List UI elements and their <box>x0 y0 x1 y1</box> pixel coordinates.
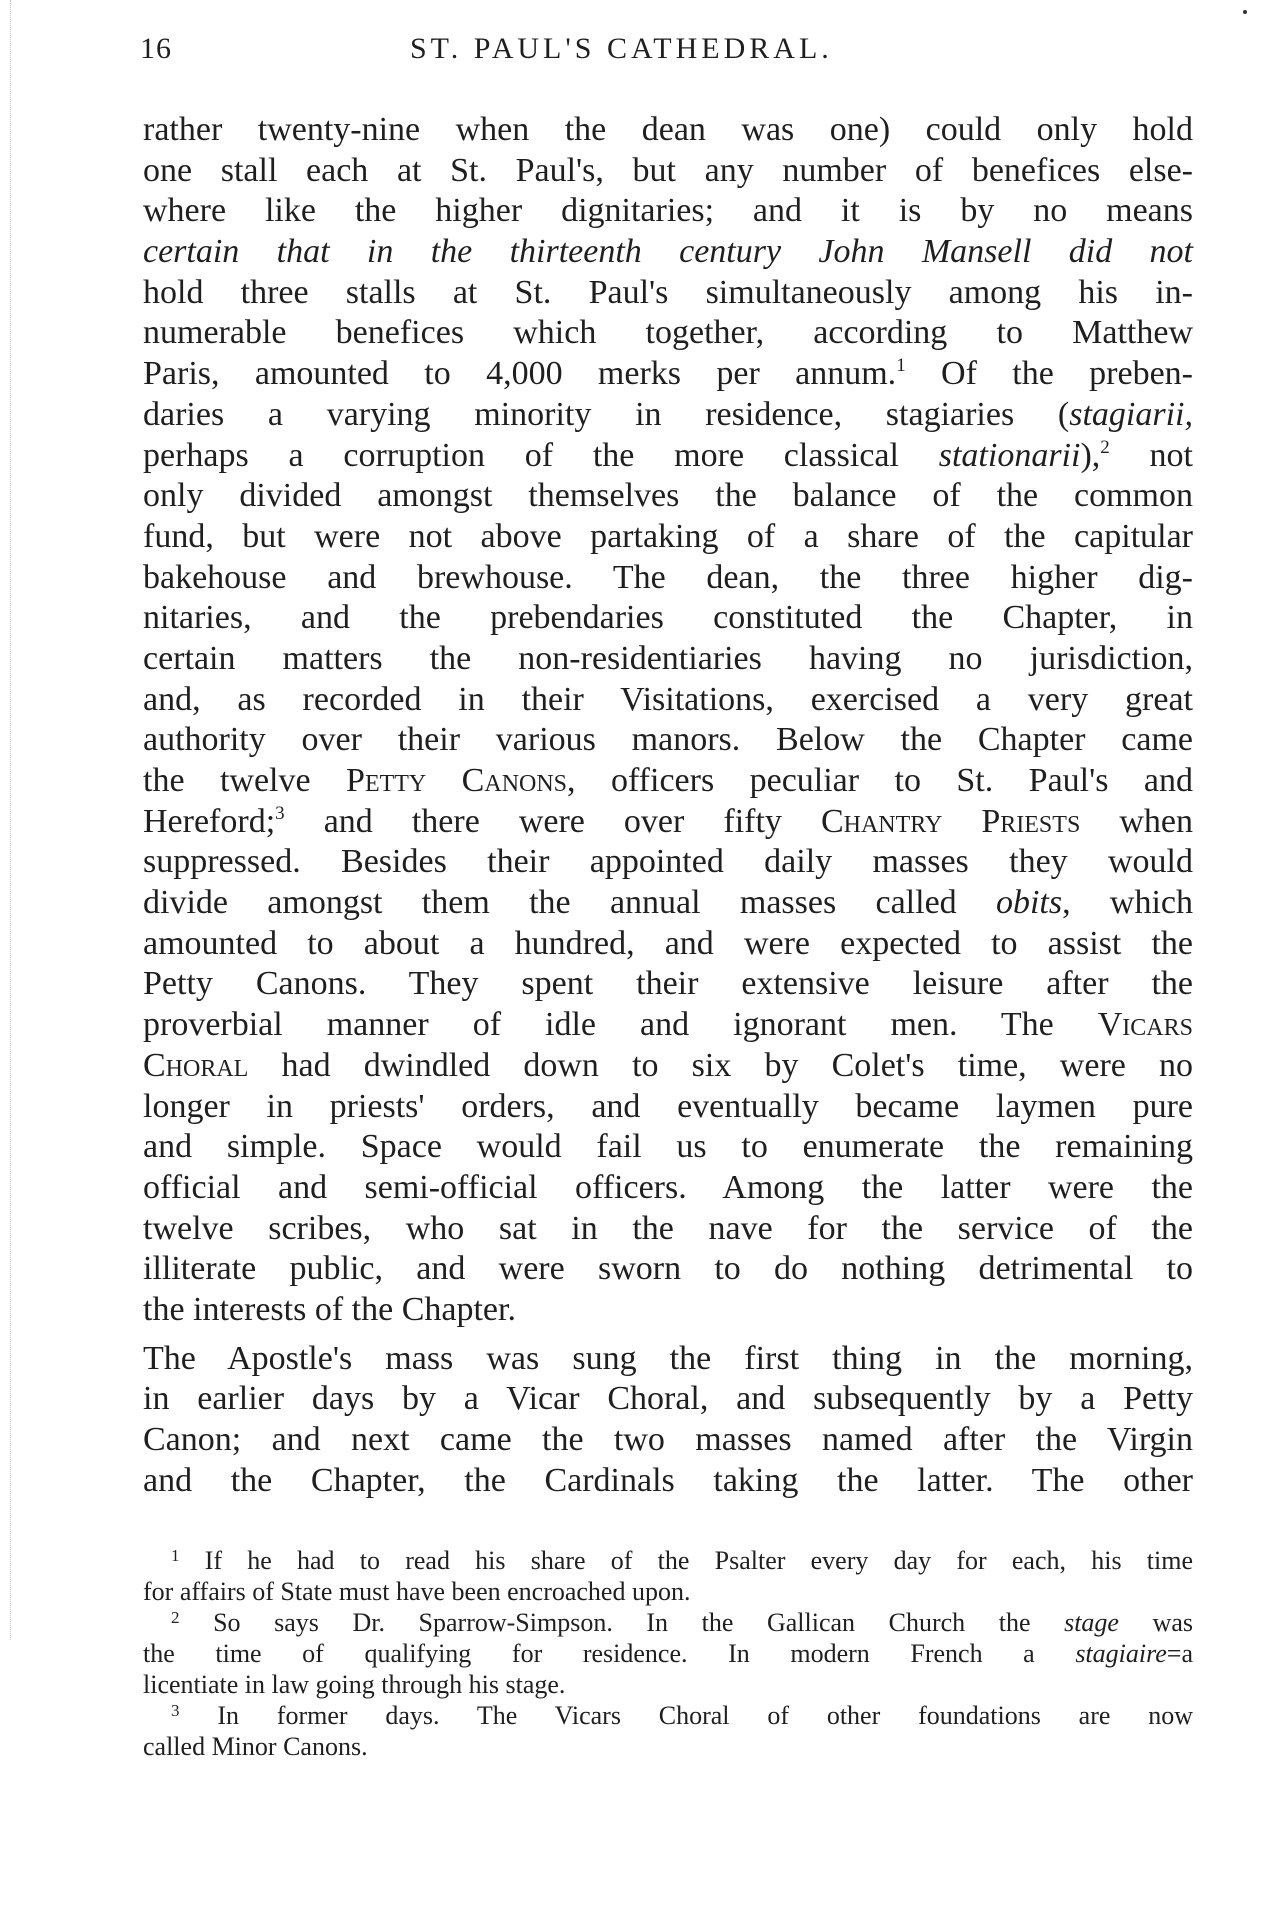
text-line: one stall each at St. Paul's, but any number of benefices else- <box>143 151 1193 189</box>
text-line <box>143 436 1193 477</box>
text-line <box>143 354 1193 395</box>
italic-run: obits <box>995 884 1063 922</box>
text-line: and simple. Space would fail us to enumerate the remaining <box>143 1128 1193 1166</box>
text-run: divide amongst them the annual masses called <box>143 884 996 922</box>
text-line <box>143 761 1193 802</box>
paragraph-gap <box>143 1331 1193 1339</box>
text-run: the twelve <box>143 762 347 799</box>
text-line <box>143 232 1193 273</box>
text-run: proverbial manner of idle and ignorant men. The <box>143 1006 1098 1044</box>
ink-speck <box>1243 10 1247 14</box>
footnotes <box>143 1545 1193 1762</box>
footnote-ref: 2 <box>1100 436 1110 458</box>
text-line <box>143 395 1193 436</box>
text-line: nitaries, and the prebendaries constituted the Chapter, in <box>143 599 1193 637</box>
text-run: was <box>1118 1608 1193 1637</box>
text-run: If he had to read his share of the Psalter every day for each, his time <box>204 1546 1193 1575</box>
text-line <box>143 883 1193 924</box>
text-line: hold three stalls at St. Paul's simultaneously among his in- <box>143 273 1193 311</box>
text-run: Paris, amounted to 4,000 merks per annum. <box>143 355 897 393</box>
italic-run: stagiarii, <box>1069 395 1193 433</box>
text-line: certain matters the non-residentiaries having no jurisdiction, <box>143 639 1193 677</box>
text-run: not <box>1109 436 1193 474</box>
text-line: Canon; and next came the two masses named after the Virgin <box>143 1421 1193 1458</box>
running-title: ST. PAUL'S CATHEDRAL. <box>410 32 833 65</box>
text-line: longer in priests' orders, and eventually became laymen pure <box>143 1087 1193 1125</box>
text-line: Petty Canons. They spent their extensive leisure after the <box>143 965 1193 1003</box>
text-run: Of the preben- <box>905 355 1193 393</box>
text-run: =a <box>1166 1639 1193 1668</box>
text-line: suppressed. Besides their appointed daily masses they would <box>143 843 1193 881</box>
footnote-2-cont <box>143 1638 1193 1669</box>
text-line: where like the higher dignitaries; and it is by no means <box>143 192 1193 230</box>
text-line: and the Chapter, the Cardinals taking the latter. The other <box>143 1461 1193 1499</box>
text-run: In former days. The Vicars Choral of other foundations are now <box>217 1701 1193 1730</box>
italic-run: stagiaire <box>1075 1639 1167 1668</box>
text-line: amounted to about a hundred, and were expected to assist the <box>143 924 1193 962</box>
text-line <box>143 1005 1193 1046</box>
text-run: So says Dr. Sparrow-Simpson. In the Gallican Church the <box>213 1608 1065 1637</box>
footnote-1-cont: for affairs of State must have been encroached upon. <box>143 1577 691 1606</box>
text-run: had dwindled down to six by Colet's time, were no <box>248 1046 1193 1084</box>
footnote-ref: 3 <box>275 802 285 824</box>
text-line: twelve scribes, who sat in the nave for the service of the <box>143 1209 1193 1247</box>
text-line: The Apostle's mass was sung the first thing in the morning, <box>143 1339 1193 1377</box>
text-run: Hereford; <box>143 802 276 840</box>
text-run: , which <box>1062 884 1193 922</box>
text-run: perhaps a corruption of the more classical <box>143 436 939 474</box>
footnote-mark: 1 <box>171 1546 180 1565</box>
italic-run: certain that in the thirteenth century John Mansell did not <box>143 233 1193 271</box>
text-run: when <box>1080 802 1193 840</box>
footnote-2-cont: licentiate in law going through his stage. <box>143 1670 566 1699</box>
italic-run: stationarii <box>938 436 1081 474</box>
footnote-3 <box>143 1700 1193 1731</box>
footnote-1 <box>143 1545 1193 1576</box>
text-line: authority over their various manors. Below the Chapter came <box>143 721 1193 759</box>
small-caps-run: Petty Canons <box>346 762 568 799</box>
small-caps-run: Choral <box>143 1046 249 1084</box>
text-line <box>143 802 1193 843</box>
text-line: illiterate public, and were sworn to do nothing detrimental to <box>143 1250 1193 1288</box>
small-caps-run: Chantry Priests <box>820 802 1081 840</box>
text-line: official and semi-official officers. Among the latter were the <box>143 1168 1193 1206</box>
italic-run: stage <box>1064 1608 1119 1637</box>
small-caps-run: Vicars <box>1097 1006 1193 1044</box>
footnote-mark: 3 <box>171 1701 180 1720</box>
text-line: numerable benefices which together, according to Matthew <box>143 314 1193 352</box>
body-text <box>143 110 1193 1501</box>
text-run: and there were over fifty <box>284 802 821 840</box>
text-line: fund, but were not above partaking of a share of the capitular <box>143 517 1193 555</box>
page-edge-dots <box>10 0 11 1640</box>
footnote-2 <box>143 1607 1193 1638</box>
text-run: ), <box>1080 436 1101 474</box>
footnote-mark: 2 <box>171 1608 180 1627</box>
text-run: daries a varying minority in residence, stagiaries ( <box>143 395 1070 433</box>
text-run: , officers peculiar to St. Paul's and <box>567 762 1194 799</box>
text-run: the time of qualifying for residence. In modern French a <box>143 1639 1076 1668</box>
text-line <box>143 1046 1193 1087</box>
text-line: in earlier days by a Vicar Choral, and subsequently by a Petty <box>143 1380 1193 1418</box>
text-line: and, as recorded in their Visitations, exercised a very great <box>143 680 1193 718</box>
page-number: 16 <box>140 32 172 65</box>
text-line: rather twenty-nine when the dean was one) could only hold <box>143 111 1193 148</box>
footnote-ref: 1 <box>896 355 906 377</box>
text-line: bakehouse and brewhouse. The dean, the three higher dig- <box>143 558 1193 596</box>
text-line: the interests of the Chapter. <box>143 1290 516 1328</box>
footnote-3-cont: called Minor Canons. <box>143 1732 368 1761</box>
text-line: only divided amongst themselves the balance of the common <box>143 477 1193 515</box>
running-head <box>140 32 1190 78</box>
